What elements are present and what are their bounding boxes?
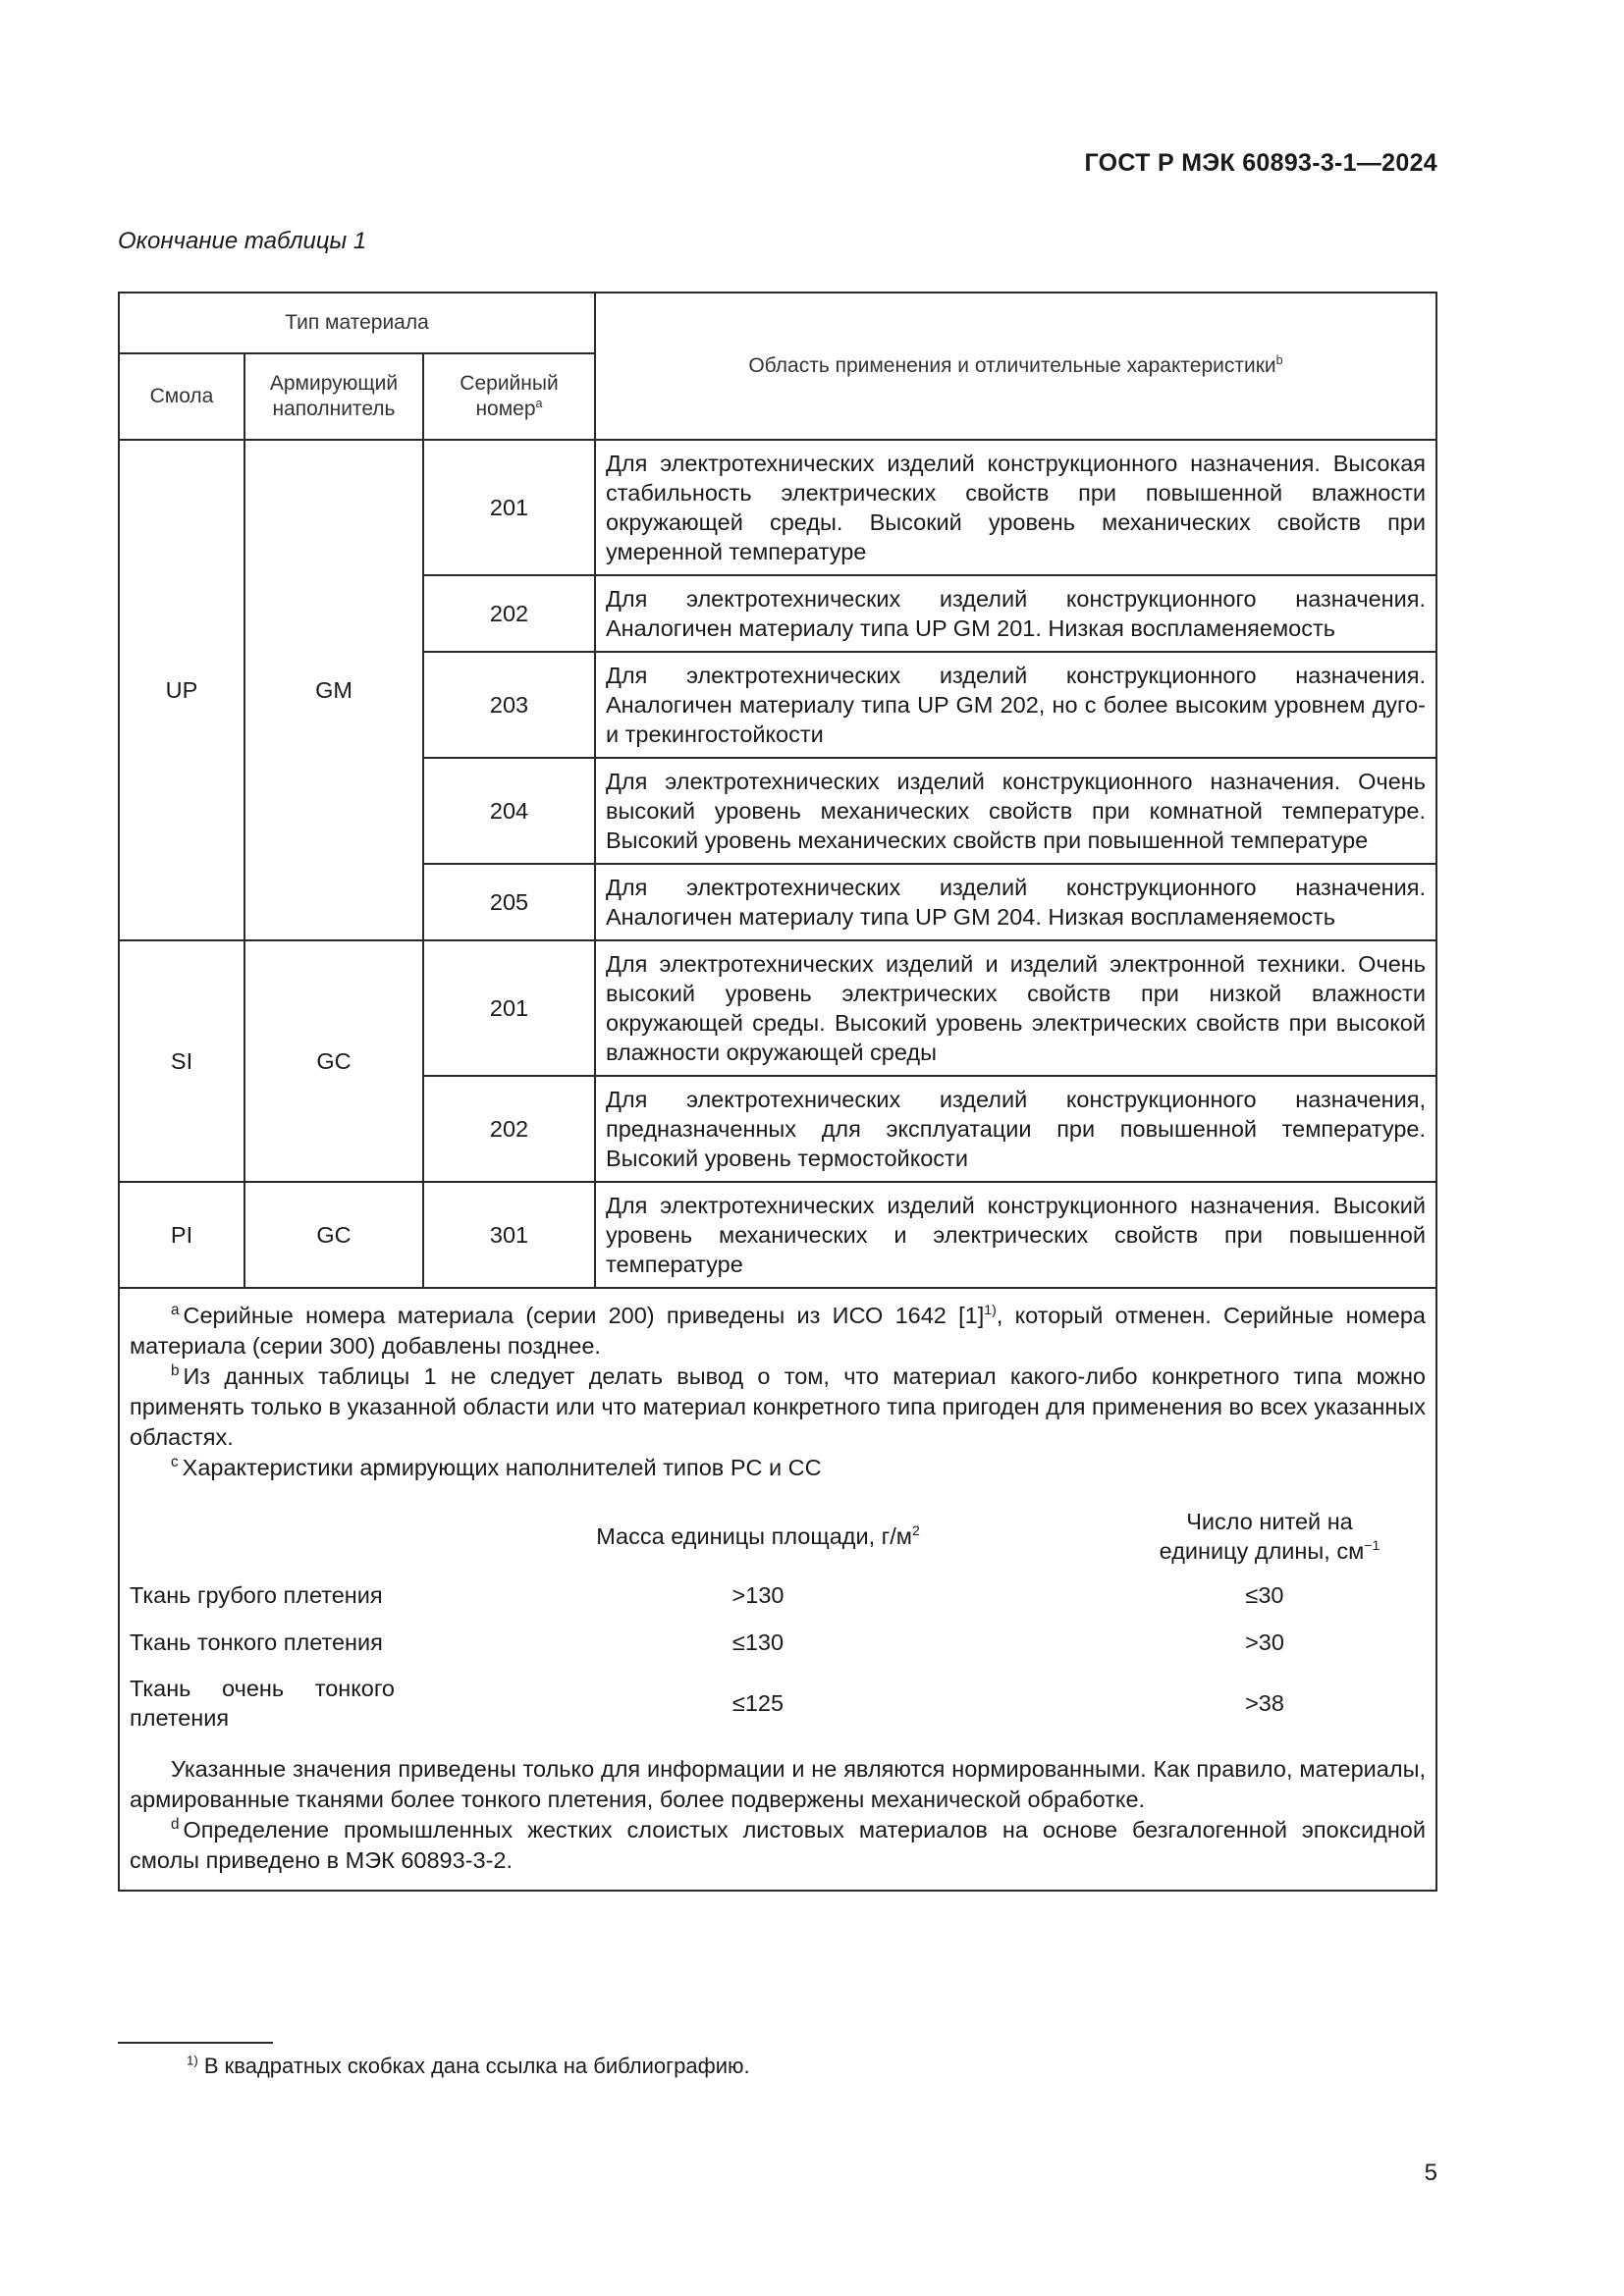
- fabric-threads: ≤30: [1245, 1582, 1284, 1608]
- note-b-text: Из данных таблицы 1 не следует делать вывод о том, что материал какого-либо конкретного типа можно применять только в указанной области или что материал конкретного типа пригоден для применения во всех указанных областях.: [130, 1363, 1426, 1450]
- fabric-name: Ткань тонкого плетения: [130, 1629, 383, 1655]
- fabric-mass: ≤130: [731, 1629, 785, 1655]
- materials-table: [118, 292, 1437, 1892]
- serial-cell: 201: [423, 940, 595, 1076]
- table-notes: [119, 1288, 1436, 1891]
- header-resin: Смола: [119, 353, 244, 440]
- serial-cell: 301: [423, 1182, 595, 1288]
- note-b: [130, 1362, 1426, 1453]
- filler-cell: GC: [244, 1182, 423, 1288]
- page-number: 5: [1424, 2160, 1437, 2186]
- fabric-name: Ткань очень тонкого плетения: [130, 1676, 395, 1731]
- note-d-text: Определение промышленных жестких слоистых листовых материалов на основе безгалогенной эпоксидной смолы приведено в МЭК 60893-3-2.: [130, 1817, 1426, 1873]
- application-cell: Для электротехнических изделий конструкционного назначения. Аналогичен материалу типа UP GM 202, но с более высоким уровнем дуго- и трекингостойкости: [595, 652, 1436, 758]
- col-mass-header: [414, 1501, 1102, 1572]
- header-application: [595, 293, 1436, 440]
- header-application-label: Область применения и отличительные характеристики: [748, 354, 1276, 377]
- note-c-mark: c: [171, 1454, 179, 1471]
- resin-cell: PI: [119, 1182, 244, 1288]
- page-footnote: [187, 2054, 750, 2079]
- table-row: [130, 1619, 1428, 1666]
- note-d: [130, 1815, 1426, 1876]
- col-threads-label: Число нитей на единицу длины, см: [1159, 1509, 1365, 1564]
- table-row: [119, 940, 1436, 1076]
- serial-cell: 205: [423, 864, 595, 940]
- col-threads-header: [1102, 1501, 1428, 1572]
- note-a: [130, 1301, 1426, 1362]
- col-threads-unit-exp: −1: [1364, 1537, 1380, 1554]
- header-serial: [423, 353, 595, 440]
- filler-cell: GM: [244, 440, 423, 940]
- fabric-threads: >30: [1245, 1629, 1284, 1655]
- header-serial-mark: a: [535, 397, 543, 410]
- table-caption: Окончание таблицы 1: [118, 228, 367, 254]
- note-b-mark: b: [171, 1362, 180, 1380]
- footnote-mark: 1): [187, 2053, 198, 2068]
- application-cell: Для электротехнических изделий конструкционного назначения. Высокий уровень механических и электрических свойств при повышенной температуре: [595, 1182, 1436, 1288]
- note-a-text: Серийные номера материала (серии 200) приведены из ИСО 1642 [1]: [183, 1303, 985, 1328]
- header-filler: Армирующий наполнитель: [244, 353, 423, 440]
- table-row: [119, 440, 1436, 575]
- col-mass-unit-exp: 2: [911, 1522, 920, 1539]
- table-row: [130, 1572, 1428, 1619]
- footnote-text: В квадратных скобках дана ссылка на библиографию.: [203, 2054, 750, 2078]
- application-cell: Для электротехнических изделий конструкционного назначения, предназначенных для эксплуатации при повышенной температуре. Высокий уровень термостойкости: [595, 1076, 1436, 1182]
- application-cell: Для электротехнических изделий конструкционного назначения. Аналогичен материалу типа UP GM 201. Низкая воспламеняемость: [595, 575, 1436, 652]
- fabric-mass: ≤125: [731, 1690, 785, 1716]
- note-d-mark: d: [171, 1816, 180, 1834]
- filler-characteristics-table: [130, 1501, 1428, 1740]
- fabric-threads: >38: [1245, 1690, 1284, 1716]
- header-serial-label: Серийный номер: [460, 372, 559, 420]
- serial-cell: 204: [423, 758, 595, 864]
- footnote-divider: [118, 2042, 273, 2044]
- resin-cell: UP: [119, 440, 244, 940]
- col-mass-label: Масса единицы площади, г/м: [596, 1523, 912, 1549]
- table-row: [130, 1666, 1428, 1740]
- application-cell: Для электротехнических изделий конструкционного назначения. Аналогичен материалу типа UP GM 204. Низкая воспламеняемость: [595, 864, 1436, 940]
- note-a-ref: 1): [984, 1302, 997, 1318]
- application-cell: Для электротехнических изделий и изделий электронной техники. Очень высокий уровень электрических свойств при низкой влажности окружающей среды. Высокий уровень электрических свойств при высокой влажности окружающей среды: [595, 940, 1436, 1076]
- note-a-mark: a: [171, 1302, 180, 1319]
- filler-cell: GC: [244, 940, 423, 1182]
- note-c-remark: Указанные значения приведены только для информации и не являются нормированными. Как правило, материалы, армированные тканями более тонкого плетения, более подвержены механической обработке.: [130, 1756, 1426, 1812]
- serial-cell: 202: [423, 1076, 595, 1182]
- serial-cell: 203: [423, 652, 595, 758]
- table-row: [119, 1182, 1436, 1288]
- serial-cell: 202: [423, 575, 595, 652]
- header-application-mark: b: [1275, 353, 1283, 367]
- fabric-name: Ткань грубого плетения: [130, 1582, 383, 1608]
- serial-cell: 201: [423, 440, 595, 575]
- resin-cell: SI: [119, 940, 244, 1182]
- note-c-text: Характеристики армирующих наполнителей типов PC и CC: [182, 1455, 822, 1480]
- application-cell: Для электротехнических изделий конструкционного назначения. Очень высокий уровень механических свойств при комнатной температуре. Высокий уровень механических свойств при повышенной температуре: [595, 758, 1436, 864]
- application-cell: Для электротехнических изделий конструкционного назначения. Высокая стабильность электрических свойств при повышенной влажности окружающей среды. Высокий уровень механических свойств при умеренной температуре: [595, 440, 1436, 575]
- note-a-text-end: , который отменен. Серийные номера материала (серии 300) добавлены позднее.: [130, 1303, 1426, 1359]
- fabric-mass: >130: [731, 1582, 785, 1608]
- standard-designation: ГОСТ Р МЭК 60893-3-1—2024: [1084, 149, 1437, 177]
- header-material-type: Тип материала: [119, 293, 595, 353]
- note-c: [130, 1453, 1426, 1483]
